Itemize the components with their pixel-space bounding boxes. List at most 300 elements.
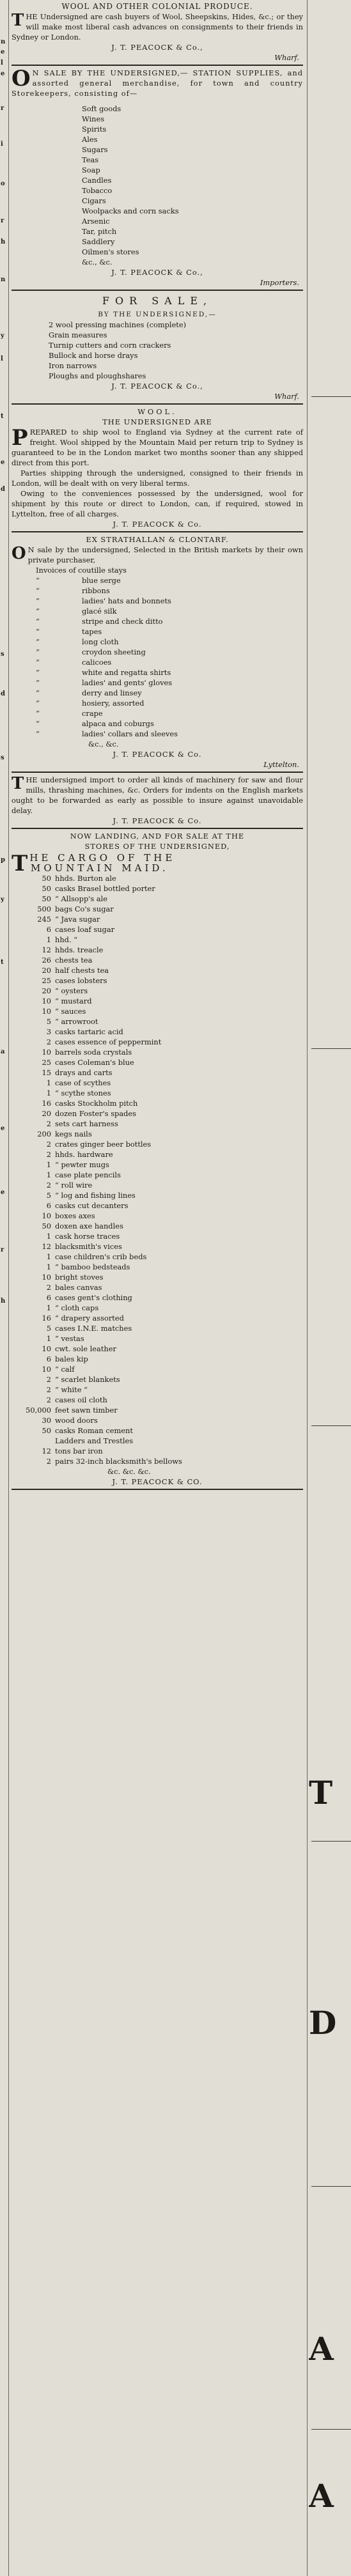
cargo-quantity: 1 [46, 1334, 51, 1343]
cargo-item: casks Stockholm pitch [55, 1099, 138, 1108]
cargo-item: “ log and fishing lines [55, 1191, 136, 1200]
fragment-rule [311, 1841, 351, 1842]
column-divider [307, 0, 308, 2576]
fragment-letter: A [309, 2477, 334, 2515]
cargo-item: “ Java sugar [55, 915, 100, 924]
ad-heading: FOR SALE, [102, 295, 213, 307]
cargo-item: “ cloth caps [55, 1303, 99, 1312]
fragment-letter: y [1, 332, 4, 339]
cargo-item: chests tea [55, 956, 93, 965]
cargo-item: case children's crib beds [55, 1252, 147, 1261]
cargo-row [12, 1098, 303, 1108]
list-item: Tobacco [82, 186, 113, 195]
column-divider [8, 0, 9, 2576]
ad-signature: J. T. PEACOCK & CO. [112, 1477, 203, 1486]
fragment-letter: T [309, 1774, 333, 1812]
cargo-row [12, 1292, 303, 1303]
ad-body-text: N sale by the undersigned, Selected in the British markets by their own private purchaser, [27, 545, 303, 564]
ad-heading: EX STRATHALLAN & CLONTARF. [86, 535, 229, 544]
cargo-quantity: 26 [42, 956, 51, 965]
cargo-quantity: 10 [42, 1007, 51, 1016]
cargo-item: “ oysters [55, 986, 88, 995]
cargo-row [12, 1170, 303, 1180]
ad-signature: J. T. PEACOCK & Co. [113, 816, 202, 825]
cargo-row [12, 1436, 303, 1446]
fragment-letter: e [1, 70, 5, 77]
cargo-row [12, 1139, 303, 1149]
invoice-item: white and regatta shirts [82, 668, 171, 677]
cargo-quantity: 2 [46, 1385, 51, 1394]
cargo-row [12, 1078, 303, 1088]
list-item: Bullock and horse drays [49, 351, 138, 360]
drop-cap: T [12, 851, 28, 876]
cargo-quantity: 6 [46, 1293, 51, 1302]
fragment-letter: e [1, 49, 5, 56]
cargo-item: sets cart harness [55, 1119, 118, 1128]
list-item: Cigars [82, 196, 106, 205]
cargo-row [12, 1272, 303, 1282]
ad-title-line: MOUNTAIN MAID. [31, 862, 169, 874]
item-list [12, 320, 303, 381]
list-item: Grain measures [49, 330, 107, 339]
invoice-item: hosiery, assorted [82, 699, 144, 708]
cargo-item: cwt. sole leather [55, 1344, 116, 1353]
fragment-letter: A [309, 2330, 334, 2368]
cargo-row [12, 1088, 303, 1098]
list-item: Teas [82, 155, 99, 164]
cargo-item: cases essence of peppermint [55, 1037, 162, 1046]
cargo-item: “ vestas [55, 1334, 84, 1343]
cargo-item: cases lobsters [55, 976, 107, 985]
cargo-row [12, 1415, 303, 1425]
cargo-item: “ scarlet blankets [55, 1375, 120, 1384]
cargo-item: doxen axe handles [55, 1222, 123, 1230]
cargo-quantity: 12 [42, 945, 51, 954]
ad-title [12, 851, 303, 876]
cargo-item: tons bar iron [55, 1447, 103, 1455]
cargo-row [12, 1211, 303, 1221]
list-item: Ales [82, 135, 98, 144]
ditto-mark: “ [36, 627, 40, 636]
fragment-letter: D [309, 2004, 337, 2042]
cargo-quantity: 2 [46, 1140, 51, 1149]
cargo-quantity: 245 [37, 915, 51, 924]
cargo-item: “ pewter mugs [55, 1160, 109, 1169]
cargo-quantity [12, 1436, 55, 1446]
invoice-row [36, 616, 303, 626]
advertisement-station-supplies [12, 68, 303, 288]
item-list [12, 98, 303, 267]
ad-body [12, 775, 303, 816]
ad-body-text: HE Undersigned are cash buyers of Wool, Sheepskins, Hides, &c.; or they will make most liberal cash advances on consignments to their friends in Sydney or London. [12, 12, 303, 42]
cargo-row [12, 1129, 303, 1139]
cargo-item: hhd. “ [55, 935, 78, 944]
cargo-quantity: 1 [46, 1232, 51, 1241]
cargo-quantity: 12 [42, 1447, 51, 1455]
cargo-row [12, 904, 303, 914]
invoice-item: croydon sheeting [82, 648, 146, 656]
section-divider [12, 772, 303, 773]
invoice-row [36, 667, 303, 678]
fragment-letter: h [1, 238, 6, 245]
ad-signature: J. T. PEACOCK & Co., [111, 382, 203, 391]
cargo-item: pairs 32-inch blacksmith's bellows [55, 1457, 182, 1466]
ad-heading [12, 68, 303, 98]
list-item: Saddlery [82, 237, 115, 246]
invoice-row [36, 698, 303, 708]
fragment-letter: d [1, 486, 5, 493]
fragment-letter: e [1, 1189, 5, 1196]
cargo-item: wood doors [55, 1416, 98, 1425]
cargo-quantity: 25 [42, 976, 51, 985]
cargo-item: case of scythes [55, 1078, 111, 1087]
ditto-mark: “ [36, 709, 40, 718]
cargo-item: hhds. Burton ale [55, 874, 116, 883]
cargo-quantity: 2 [46, 1395, 51, 1404]
ad-body-text: HE undersigned import to order all kinds of machinery for saw and flour mills, thrashing machines, &c. Orders for indents on the English markets ought to be forwarded as early as possible to insure against unavoidable delay. [12, 775, 303, 815]
cargo-quantity: 6 [46, 1201, 51, 1210]
invoice-item: alpaca and coburgs [82, 719, 154, 728]
invoice-row [36, 596, 303, 606]
ad-heading: WOOL AND OTHER COLONIAL PRODUCE. [61, 2, 253, 11]
cargo-quantity: 2 [46, 1181, 51, 1190]
right-column-fragment [309, 0, 351, 2576]
cargo-quantity: 1 [46, 1089, 51, 1098]
cargo-item: “ scythe stones [55, 1089, 111, 1098]
left-column-fragment [0, 0, 8, 2576]
cargo-item: casks tartaric acid [55, 1027, 123, 1036]
cargo-quantity: 10 [42, 1344, 51, 1353]
cargo-row [12, 1303, 303, 1313]
invoice-row [36, 729, 303, 739]
cargo-row [12, 1313, 303, 1323]
list-item: Oilmen's stores [82, 247, 139, 256]
cargo-quantity: 6 [46, 1354, 51, 1363]
cargo-item: cask horse traces [55, 1232, 120, 1241]
cargo-row [12, 1241, 303, 1252]
cargo-row [12, 1354, 303, 1364]
cargo-row [12, 914, 303, 924]
fragment-letter: l [1, 355, 3, 362]
fragment-rule [311, 1425, 351, 1426]
cargo-row [12, 1221, 303, 1231]
fragment-letter: n [1, 276, 6, 283]
cargo-item: “ sauces [55, 1007, 86, 1016]
cargo-item: “ arrowroot [55, 1017, 98, 1026]
cargo-row [12, 1425, 303, 1436]
fragment-letter: s [1, 651, 4, 658]
list-item: Turnip cutters and corn crackers [49, 341, 171, 350]
cargo-row [12, 1395, 303, 1405]
cargo-row [12, 883, 303, 894]
section-divider [12, 403, 303, 405]
ditto-mark: “ [36, 648, 40, 656]
cargo-quantity: 50,000 [26, 1406, 51, 1415]
cargo-quantity: 500 [37, 904, 51, 913]
list-item: 2 wool pressing machines (complete) [49, 320, 187, 329]
cargo-quantity: 3 [46, 1027, 51, 1036]
cargo-row [12, 1364, 303, 1374]
cargo-row [12, 1027, 303, 1037]
drop-cap: P [12, 425, 28, 451]
cargo-item: drays and carts [55, 1068, 113, 1077]
cargo-row [12, 1067, 303, 1078]
ad-title-line: HE CARGO OF THE [29, 852, 176, 864]
cargo-quantity: 1 [46, 1170, 51, 1179]
cargo-quantity: 50 [42, 884, 51, 893]
fragment-letter: s [1, 754, 4, 761]
invoice-row [36, 647, 303, 657]
ad-place: Importers. [260, 278, 299, 287]
cargo-item: Ladders and Trestles [55, 1436, 134, 1445]
fragment-letter: a [1, 1048, 5, 1055]
cargo-quantity: 20 [42, 1109, 51, 1118]
cargo-item: bags Co's sugar [55, 904, 114, 913]
ditto-mark: “ [36, 576, 40, 585]
ad-signature: J. T. PEACOCK & Co., [111, 43, 203, 52]
cargo-row [12, 1231, 303, 1241]
cargo-item: barrels soda crystals [55, 1048, 132, 1057]
cargo-item: cases oil cloth [55, 1395, 107, 1404]
cargo-quantity: 2 [46, 1119, 51, 1128]
cargo-quantity: 1 [46, 1160, 51, 1169]
list-item: Wines [82, 114, 105, 123]
cargo-item: hhds. treacle [55, 945, 104, 954]
ditto-mark: “ [36, 607, 40, 616]
cargo-quantity: 2 [46, 1037, 51, 1046]
list-item: Soap [82, 166, 100, 175]
cargo-quantity: 200 [37, 1129, 51, 1138]
cargo-item: blacksmith's vices [55, 1242, 122, 1251]
cargo-row [12, 986, 303, 996]
invoice-row [36, 626, 303, 637]
fragment-letter: r [1, 1246, 4, 1253]
list-item: Sugars [82, 145, 108, 154]
invoice-item: ladies' and gents' gloves [82, 678, 173, 687]
ditto-mark: “ [36, 719, 40, 728]
fragment-letter: i [1, 141, 3, 148]
cargo-item: kegs nails [55, 1129, 92, 1138]
cargo-row [12, 1047, 303, 1057]
list-item: &c., &c. [82, 258, 113, 267]
cargo-row [12, 1108, 303, 1119]
ad-subheading: BY THE UNDERSIGNED,— [98, 311, 217, 318]
cargo-quantity: 5 [46, 1324, 51, 1333]
cargo-quantity: 12 [42, 1242, 51, 1251]
cargo-row [12, 955, 303, 965]
cargo-row [12, 924, 303, 935]
cargo-item: cases gent's clothing [55, 1293, 132, 1302]
cargo-row [12, 1149, 303, 1160]
drop-cap: T [12, 11, 24, 30]
invoice-item: long cloth [82, 637, 119, 646]
cargo-quantity: 30 [42, 1416, 51, 1425]
cargo-quantity: 2 [46, 1150, 51, 1159]
cargo-quantity: 6 [46, 925, 51, 934]
ad-signature: J. T. PEACOCK & Co. [113, 750, 202, 759]
invoice-item: crape [82, 709, 103, 718]
cargo-item: hhds. hardware [55, 1150, 113, 1159]
cargo-item: bright stoves [55, 1273, 104, 1282]
invoice-row [36, 586, 303, 596]
cargo-quantity: 1 [46, 1262, 51, 1271]
cargo-item: bales canvas [55, 1283, 102, 1292]
ad-heading: STORES OF THE UNDERSIGNED, [84, 842, 230, 851]
invoice-item: tapes [82, 627, 102, 636]
invoice-row [36, 575, 303, 586]
cargo-row [12, 1262, 303, 1272]
cargo-row [12, 1333, 303, 1344]
invoice-row [36, 678, 303, 688]
ad-signature: J. T. PEACOCK & Co. [113, 520, 202, 529]
cargo-row [12, 1160, 303, 1170]
fragment-letter: y [1, 896, 4, 903]
cargo-quantity: 10 [42, 997, 51, 1005]
cargo-quantity: 10 [42, 1211, 51, 1220]
ad-body: Owing to the conveniences possessed by the undersigned, wool for shipment by this route or direct to London, can, if required, stowed in Lyttelton, free of all charges. [12, 489, 303, 518]
invoice-row [36, 637, 303, 647]
cargo-row [12, 1385, 303, 1395]
cargo-quantity: 50 [42, 1426, 51, 1435]
cargo-row [12, 1252, 303, 1262]
ditto-mark: “ [36, 678, 40, 687]
ad-body-text: REPARED to ship wool to England via Sydney at the current rate of freight. Wool shipped by the Mountain Maid per return trip to Sydney is guaranteed to be in the London market two months sooner than any shipped direct from this port. [12, 428, 303, 467]
cargo-quantity: 10 [42, 1273, 51, 1282]
cargo-row [12, 1446, 303, 1456]
cargo-quantity: 5 [46, 1191, 51, 1200]
invoice-row [36, 718, 303, 729]
cargo-item: casks cut decanters [55, 1201, 129, 1210]
cargo-quantity: 10 [42, 1048, 51, 1057]
cargo-quantity: 50 [42, 874, 51, 883]
ditto-mark: “ [36, 637, 40, 646]
cargo-row [12, 1456, 303, 1466]
invoice-label: Invoices of coutille stays [36, 566, 127, 575]
cargo-quantity: 16 [42, 1099, 51, 1108]
invoice-item: glacé silk [82, 607, 117, 616]
fragment-rule [311, 396, 351, 397]
invoice-item: stripe and check ditto [82, 617, 163, 626]
fragment-letter: r [1, 105, 4, 112]
invoice-row [36, 565, 303, 575]
cargo-row [12, 935, 303, 945]
ad-etc: &c. &c. &c. [107, 1467, 151, 1476]
invoice-row [36, 688, 303, 698]
fragment-letter: n [1, 38, 6, 45]
section-divider [12, 1489, 303, 1490]
ditto-mark: “ [36, 617, 40, 626]
cargo-item: casks Roman cement [55, 1426, 133, 1435]
cargo-row [12, 1323, 303, 1333]
fragment-letter: d [1, 690, 5, 697]
ad-heading: WOOL. [137, 407, 177, 416]
advertisement-cargo-mountain-maid [12, 831, 303, 1487]
advertisement-wool [12, 407, 303, 529]
cargo-quantity: 16 [42, 1314, 51, 1323]
invoice-item: ladies' hats and bonnets [82, 596, 171, 605]
cargo-row [12, 1190, 303, 1200]
cargo-quantity: 1 [46, 1078, 51, 1087]
ad-body [12, 427, 303, 468]
cargo-row [12, 1282, 303, 1292]
ditto-mark: “ [36, 658, 40, 667]
cargo-row [12, 996, 303, 1006]
fragment-letter: t [1, 959, 4, 966]
ad-body: Parties shipping through the undersigned, consigned to their friends in London, will be dealt with on very liberal terms. [12, 469, 303, 488]
cargo-item: “ Allsopp's ale [55, 894, 108, 903]
cargo-quantity: 2 [46, 1375, 51, 1384]
cargo-quantity: 2 [46, 1283, 51, 1292]
cargo-row [12, 1006, 303, 1016]
cargo-quantity: 1 [46, 1303, 51, 1312]
cargo-row [12, 975, 303, 986]
fragment-letter: h [1, 1298, 6, 1305]
cargo-item: half chests tea [55, 966, 109, 975]
advertisement-import-machinery [12, 775, 303, 826]
list-item: Arsenic [82, 217, 110, 226]
advertisement-strathallan-clontarf [12, 534, 303, 770]
cargo-row [12, 873, 303, 883]
ad-body [12, 12, 303, 42]
cargo-item: dozen Foster's spades [55, 1109, 136, 1118]
fragment-letter: e [1, 1125, 5, 1132]
list-item: Woolpacks and corn sacks [82, 206, 179, 215]
cargo-item: crates ginger beer bottles [55, 1140, 152, 1149]
advertisement-wool-colonial-produce [12, 0, 303, 63]
cargo-item: “ white “ [55, 1385, 88, 1394]
cargo-quantity: 2 [46, 1457, 51, 1466]
cargo-quantity: 25 [42, 1058, 51, 1067]
ad-signature: J. T. PEACOCK & Co., [111, 268, 203, 277]
ditto-mark: “ [36, 596, 40, 605]
section-divider [12, 828, 303, 829]
cargo-quantity: 1 [46, 935, 51, 944]
cargo-item: cases loaf sugar [55, 925, 115, 934]
drop-cap: O [12, 66, 31, 91]
fragment-letter: o [1, 180, 5, 187]
cargo-item: “ bamboo bedsteads [55, 1262, 130, 1271]
section-divider [12, 531, 303, 532]
invoice-row [36, 606, 303, 616]
cargo-item: boxes axes [55, 1211, 95, 1220]
section-divider [12, 65, 303, 66]
cargo-item: case plate pencils [55, 1170, 121, 1179]
cargo-item: “ roll wire [55, 1181, 93, 1190]
invoice-item: calicoes [82, 658, 112, 667]
drop-cap: T [12, 774, 24, 793]
list-item: Ploughs and ploughshares [49, 371, 146, 380]
cargo-row [12, 1037, 303, 1047]
cargo-item: “ drapery assorted [55, 1314, 124, 1323]
fragment-rule [311, 2429, 351, 2430]
cargo-row [12, 1016, 303, 1027]
cargo-quantity: 20 [42, 986, 51, 995]
cargo-row [12, 1374, 303, 1385]
fragment-rule [311, 1048, 351, 1049]
invoice-row [36, 657, 303, 667]
invoice-list [12, 565, 303, 739]
section-divider [12, 290, 303, 291]
cargo-item: feet sawn timber [55, 1406, 118, 1415]
cargo-row [12, 1405, 303, 1415]
invoice-item: ribbons [82, 586, 110, 595]
ditto-mark: “ [36, 688, 40, 697]
cargo-list [12, 873, 303, 1466]
ad-heading: NOW LANDING, AND FOR SALE AT THE [70, 832, 245, 841]
cargo-quantity: 50 [42, 894, 51, 903]
ad-subheading: THE UNDERSIGNED ARE [102, 417, 212, 426]
ad-body [12, 545, 303, 565]
